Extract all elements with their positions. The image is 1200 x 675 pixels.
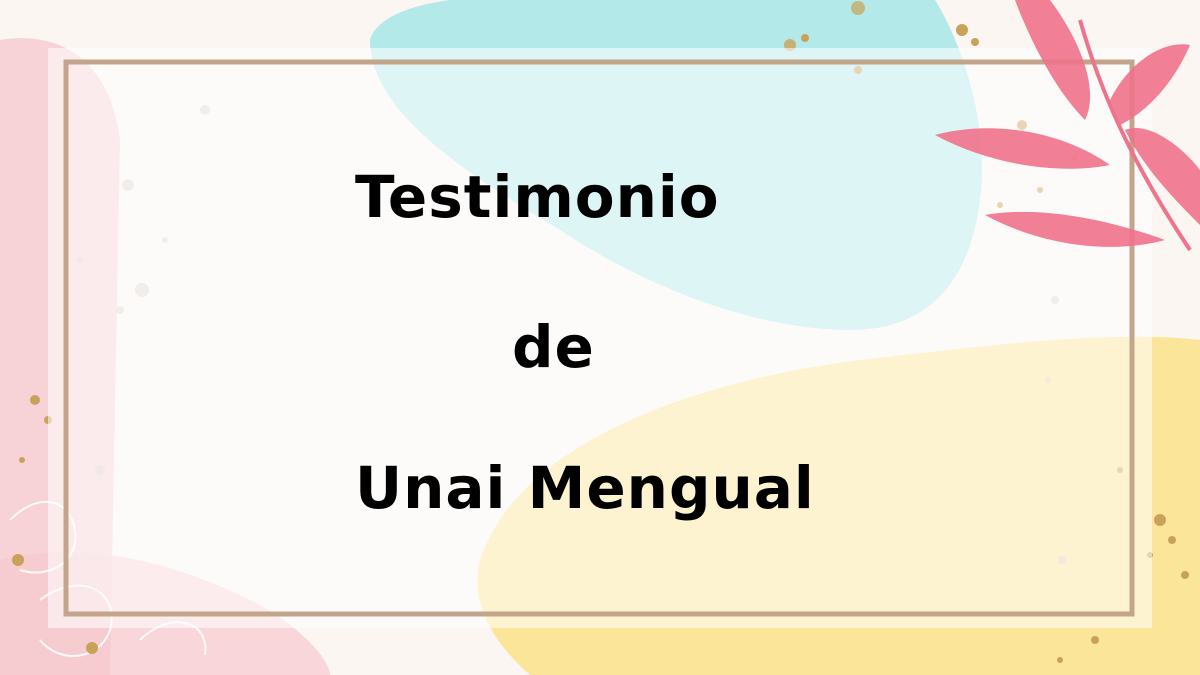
leaf-1 xyxy=(1015,0,1090,120)
title-line-2: de xyxy=(512,313,595,381)
leaf-3 xyxy=(935,128,1110,169)
title-line-3: Unai Mengual xyxy=(355,454,815,522)
leaf-2 xyxy=(1110,44,1190,125)
title-line-1: Testimonio xyxy=(355,163,720,231)
leaf-4 xyxy=(985,212,1165,247)
